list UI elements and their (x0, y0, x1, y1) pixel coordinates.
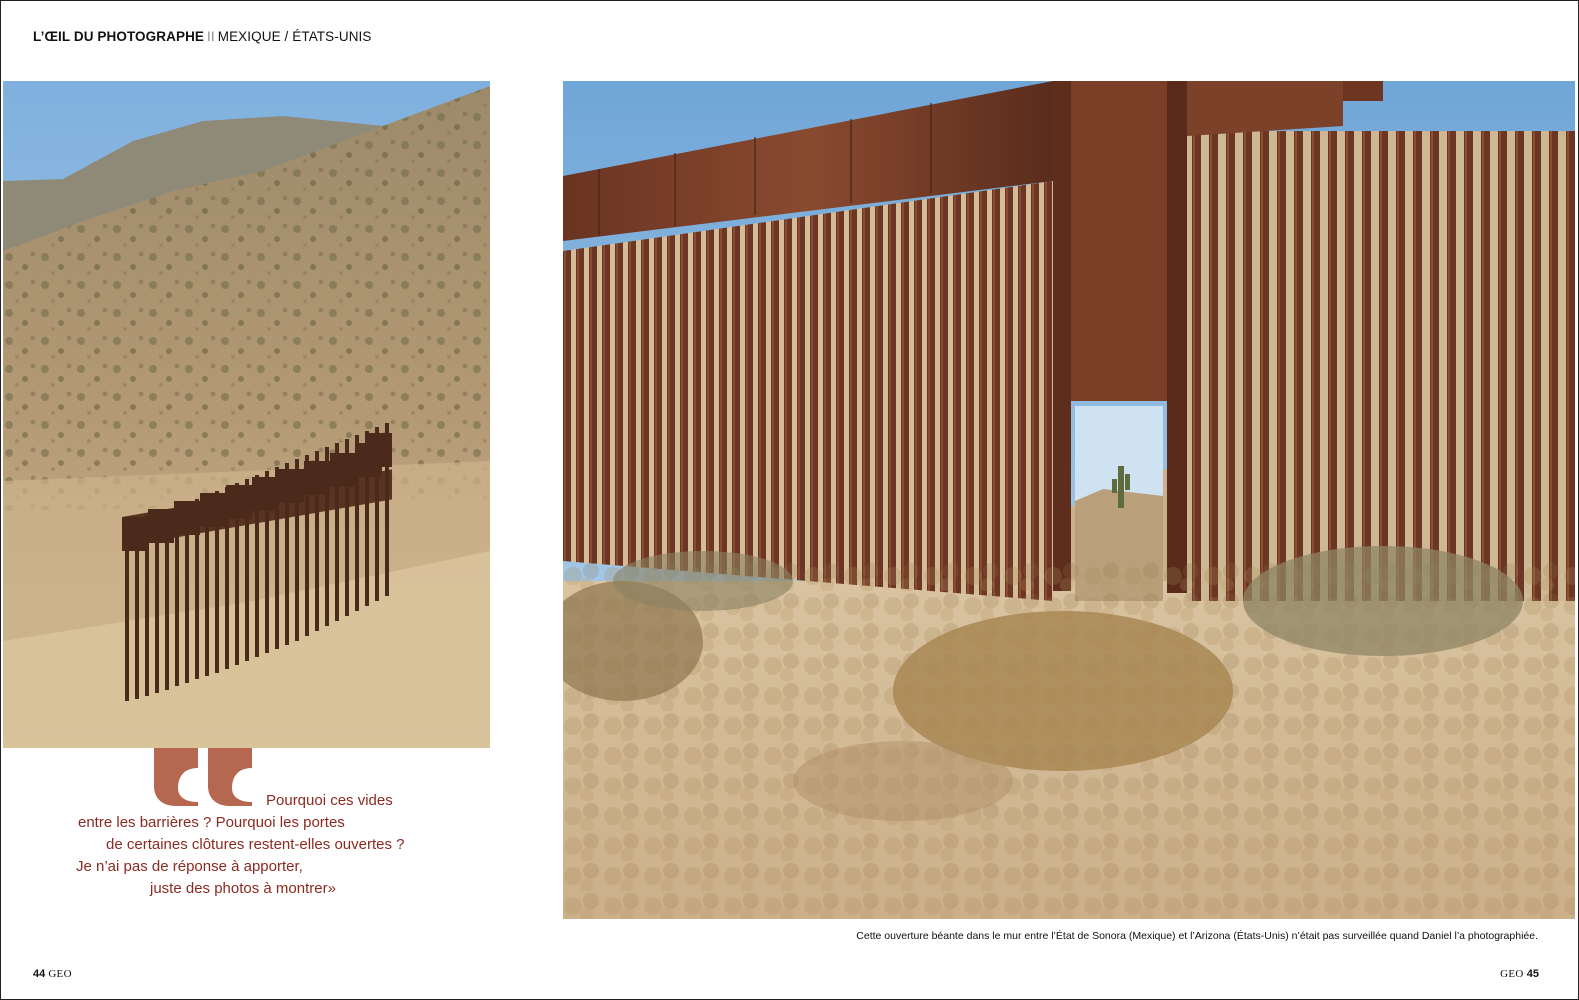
magazine-name: GEO (1500, 968, 1524, 980)
pull-quote (74, 790, 494, 900)
hillside-border-fence-photo (3, 81, 490, 748)
quote-line: de certaines clôtures restent-elles ouvertes ? (106, 836, 405, 853)
magazine-name: GEO (48, 968, 72, 980)
quote-line: entre les barrières ? Pourquoi les portes (78, 814, 345, 831)
folio-right (1500, 968, 1539, 980)
quote-line: Pourquoi ces vides (266, 792, 393, 809)
quote-line: juste des photos à montrer» (150, 880, 336, 897)
sonora-arizona-wall-opening-photo (563, 81, 1575, 919)
header-section: L’ŒIL DU PHOTOGRAPHE (33, 29, 205, 44)
photo-caption: Cette ouverture béante dans le mur entre l’État de Sonora (Mexique) et l’Arizona (États-Unis) n’était pas surveillée quand Daniel l’a photographiée. (856, 930, 1538, 942)
quote-line: Je n’ai pas de réponse à apporter, (76, 858, 303, 875)
folio-left (33, 968, 72, 980)
header-separator: II (207, 29, 215, 44)
running-header (33, 29, 372, 44)
header-topic: MEXIQUE / ÉTATS-UNIS (217, 29, 372, 44)
page-number: 45 (1526, 968, 1539, 980)
page-number: 44 (33, 968, 46, 980)
